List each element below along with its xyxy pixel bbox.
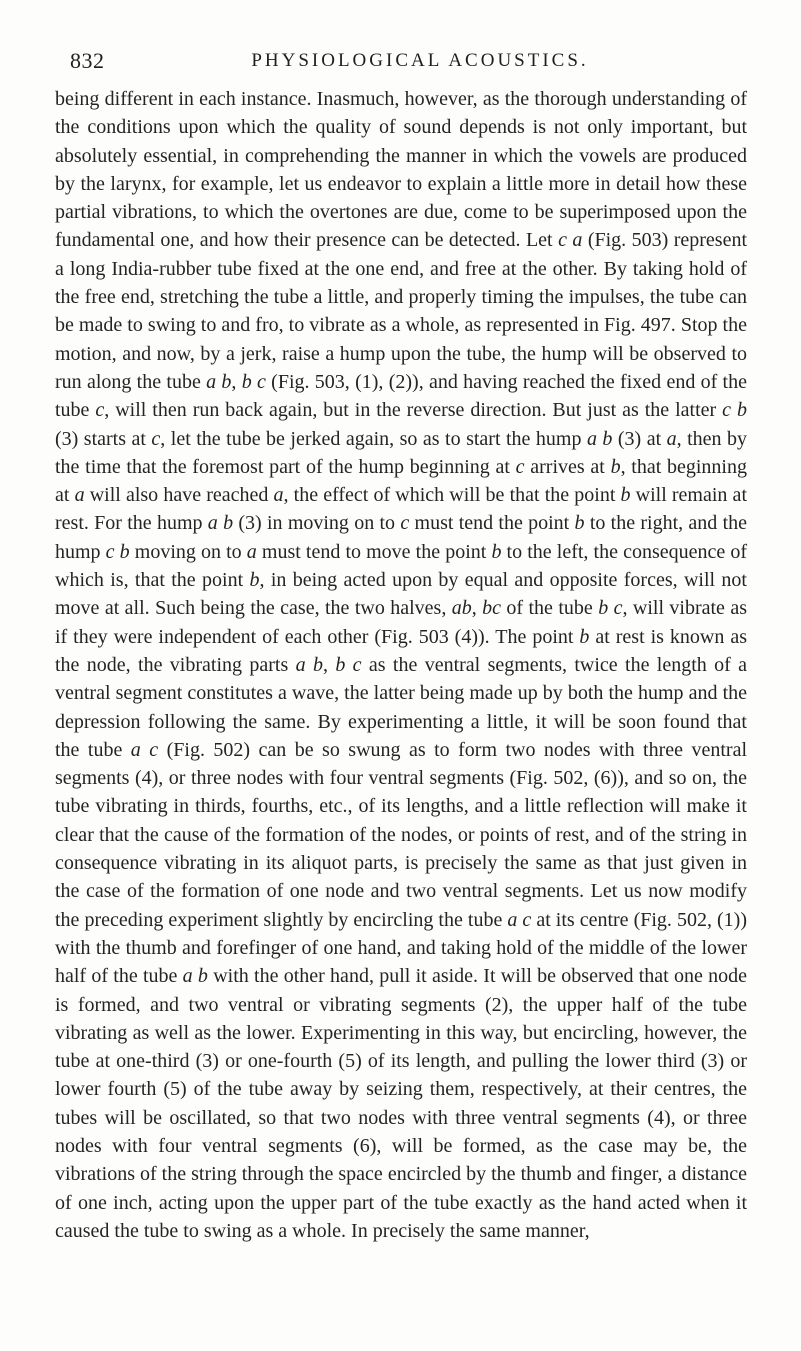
- text-run: (3) starts at: [55, 427, 152, 450]
- text-run: ,: [322, 653, 336, 676]
- figure-label: a: [246, 540, 257, 563]
- figure-label: b c: [241, 370, 266, 393]
- text-run: (Fig. 503, (1), (2)), and having reached the fixed end of the tube: [55, 370, 747, 422]
- text-run: , then by the time that the foremost part of the hump beginning at: [55, 427, 747, 478]
- figure-label: b c: [598, 597, 623, 620]
- figure-label: a b: [182, 965, 208, 988]
- text-run: , will vibrate as if they were independent of each other (Fig. 503 (4)). The point: [55, 597, 748, 648]
- figure-label: b: [491, 540, 502, 563]
- text-run: ,: [231, 370, 242, 393]
- figure-label: a b: [586, 427, 613, 450]
- text-run: of the tube: [501, 597, 599, 620]
- figure-label: a: [273, 484, 284, 507]
- figure-label: bc: [482, 597, 502, 620]
- figure-label: ab: [451, 597, 472, 620]
- page-number: 832: [70, 48, 105, 73]
- figure-label: c: [95, 399, 105, 422]
- figure-label: c b: [722, 399, 747, 422]
- text-run: , the effect of which will be that the point: [283, 484, 621, 507]
- text-run: at its centre (Fig. 502, (1)) with the thumb and forefinger of one hand, and taking hold of the middle of the lower half of the tube: [55, 908, 747, 988]
- text-run: (3) at: [612, 427, 667, 450]
- text-run: as the ventral segments, twice the length of a ventral segment constitutes a wave, the latter being made up by both the hump and the depression following the same. By experimenting a little, it will be soon found that the tube: [55, 653, 748, 761]
- text-run: (3) in moving on to: [233, 512, 401, 535]
- text-run: (Fig. 503) represent a long India-rubber tube fixed at the one end, and free at the other. By taking hold of the free end, stretching the tube a little, and properly timing the impulses, the tube can be made to swing to and fro, to vibrate as a whole, as represented in Fig. 497. Stop the motion, and now, by a jerk, raise a hump upon the tube, the hump will be observed to run along the tube: [55, 229, 747, 393]
- figure-label: b: [249, 569, 260, 592]
- figure-label: c: [515, 455, 525, 478]
- page-header: [70, 48, 730, 78]
- figure-label: b: [579, 625, 590, 648]
- figure-label: a b: [206, 370, 232, 393]
- text-run: moving on to: [129, 540, 247, 563]
- text-run: to the left, the consequence of which is, that the point: [55, 540, 748, 592]
- figure-label: a: [666, 427, 677, 450]
- text-run: being different in each instance. Inasmuch, however, as the thorough understanding of the conditions upon which the quality of sound depends is not only important, but absolutely essential, in comprehending the manner in which the vowels are produced by the larynx, for example, let us endeavor to explain a little more in detail how these partial vibrations, to which the overtones are due, come to be superimposed upon the fundamental one, and how their presence can be detected. Let: [55, 88, 747, 252]
- figure-label: a b: [207, 512, 234, 535]
- text-run: must tend to move the point: [256, 540, 492, 563]
- text-run: , in being acted upon by equal and opposite forces, will not move at all. Such being the case, the two halves,: [55, 569, 747, 620]
- text-run: will remain at rest. For the hump: [55, 484, 747, 535]
- text-run: at rest is known as the node, the vibrating parts: [55, 625, 747, 676]
- figure-label: b: [574, 512, 585, 535]
- figure-label: a c: [130, 738, 159, 761]
- figure-label: c: [400, 512, 410, 535]
- body-paragraph: [55, 85, 747, 1245]
- figure-label: c: [151, 427, 161, 450]
- text-run: to the right, and the hump: [55, 512, 748, 563]
- figure-label: a c: [507, 908, 532, 931]
- running-head: PHYSIOLOGICAL ACOUSTICS.: [251, 50, 589, 71]
- text-run: , let the tube be jerked again, so as to start the hump: [160, 427, 587, 450]
- text-run: , will then run back again, but in the reverse direction. But just as the latter: [104, 399, 723, 422]
- figure-label: b: [620, 484, 631, 507]
- text-run: ,: [471, 597, 483, 620]
- text-run: arrives at: [524, 455, 611, 478]
- text-run: will also have reached: [84, 484, 274, 507]
- figure-label: c a: [558, 229, 583, 252]
- figure-label: c b: [105, 540, 130, 563]
- text-run: must tend the point: [409, 512, 575, 535]
- figure-label: b: [610, 455, 621, 478]
- text-run: with the other hand, pull it aside. It will be observed that one node is formed, and two ventral or vibrating segments (2), the upper half of the tube vibrating as well as the lower. Experimenting in this way, but encircling, however, the tube at one-third (3) or one-fourth (5) of its length, and pulling the lower third (3) or lower fourth (5) of the tube away by seizing them, respectively, at their centres, the tubes will be oscillated, so that two nodes with three ventral segments (4), or three nodes with four ventral segments (6), will be formed, as the case may be, the vibrations of the string through the space encircled by the thumb and finger, a distance of one inch, acting upon the upper part of the tube exactly as the hand acted when it caused the tube to swing as a whole. In precisely the same manner,: [55, 965, 748, 1242]
- figure-label: a: [74, 484, 85, 507]
- text-run: (Fig. 502) can be so swung as to form two nodes with three ventral segments (4), or three nodes with four ventral segments (Fig. 502, (6)), and so on, the tube vibrating in thirds, fourths, etc., of its lengths, and a little reflection will make it clear that the cause of the formation of the nodes, or points of rest, and of the string in consequence vibrating in its aliquot parts, is precisely the same as that just given in the case of the formation of one node and two ventral segments. Let us now modify the preceding experiment slightly by encircling the tube: [55, 738, 747, 931]
- figure-label: a b: [295, 653, 323, 676]
- text-run: , that beginning at: [55, 455, 747, 507]
- figure-label: b c: [335, 653, 362, 676]
